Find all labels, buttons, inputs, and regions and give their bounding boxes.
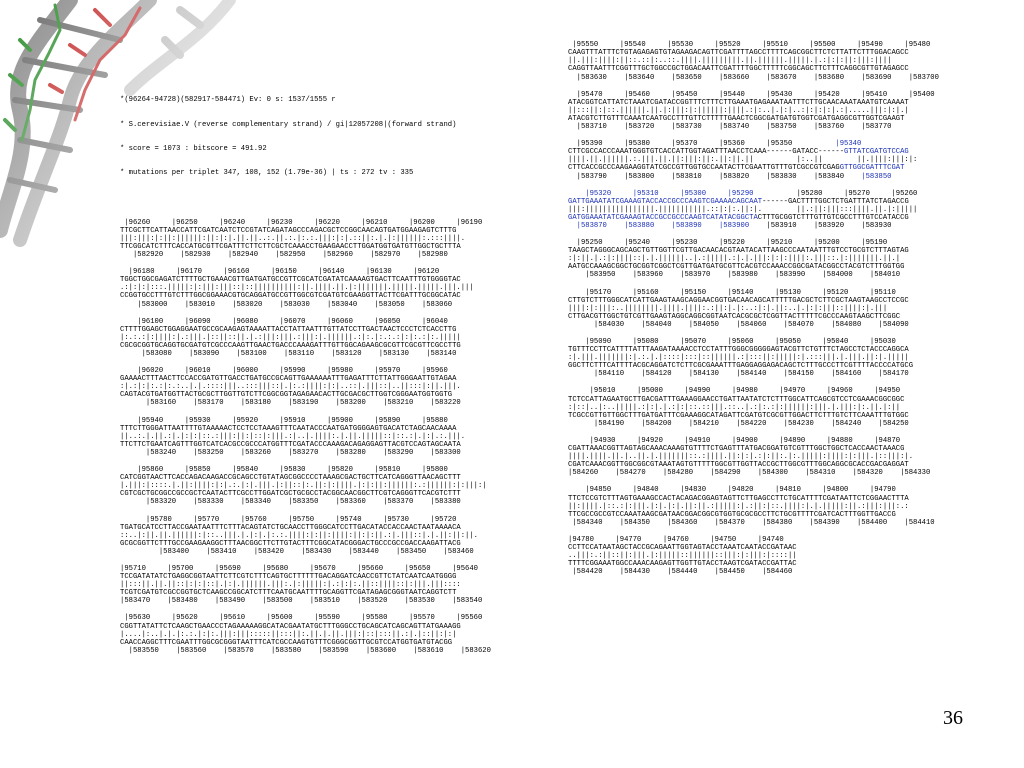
- alignment-seq2-text: CGTCGCTGCGGCCGCCGCTCAATACTTCGCCTTGGATCGCTGCGCCTACGGCAACGGCTTCGTCAGGGTTCACGTCTTT: [120, 490, 461, 499]
- alignment-seq1-text: CTTCGCCACCCAAATGGGTGTCACCATTGGTAGATTTAACCTCAAA------GATACC------: [568, 148, 845, 157]
- alignment-match-line: [568, 503, 939, 511]
- alignment-seq2-text: GCGCGGTTCTTTGCCGAAGAAGGCTTTAACGGCTTCTTGTACTTTCGGCATACGGGACTGCCCGCCGACCAAGATTACG: [120, 539, 461, 548]
- alignment-seq2-text: CGATCAAACGGTTGGCGGCGTAAATAGTGTTTTTGGCGTTGGTTACCGCTTGGCGTTTGGCAGGCGCACCGACGAGGAT: [568, 461, 909, 470]
- alignment-top-text: |95250 |95240 |95230 |95220 |95210 |95200 |95190: [568, 239, 888, 248]
- alignment-match-text: ||:||||.|::.:|:|||.|:|.|:|.||:||.:|||||:|.:||:|::.||||:|.|.|||||:||.:|||:|||:.:: [568, 502, 909, 511]
- alignment-seq2-line: [568, 412, 939, 420]
- alignment-top-line: [568, 140, 939, 148]
- alignment-bottom-line: [568, 519, 939, 527]
- alignment-top-line: [120, 219, 491, 227]
- header-line: *(96264-94728)(582917-584471) Ev: 0 s: 1537/1555 r: [120, 96, 336, 105]
- alignment-seq1-line: [120, 425, 491, 433]
- alignment-seq1-line: [568, 544, 939, 552]
- alignment-match-text: ||||:|:|||:..||||||||.||||.||||:.:||:|.|:..:|:|.||:..|.|:|:|||::||||:|.|||: [568, 304, 888, 313]
- alignment-seq1-text: CTTGTCTTTGGGCATCATTGAAGTAAGCAGGAACGGTGACAACAGCATTTTTGACGCTCTTCGCTAAGTAAGCCTCCGC: [568, 296, 909, 305]
- alignment-top-text: |94780 |94770 |94760 |94750 |94740: [568, 535, 784, 544]
- alignment-bottom-line: [120, 350, 491, 358]
- alignment-bottom-line: [568, 222, 939, 230]
- alignment-block: [568, 486, 939, 526]
- alignment-match-text: ||||.||.||||||.:.|||.||.||:|||:||:.||:||.|| |:..|| ||.||||:|||:|:: [568, 156, 918, 165]
- right-alignment-column: [568, 16, 939, 584]
- alignment-bottom-line: [568, 173, 939, 181]
- alignment-match-line: [568, 206, 939, 214]
- alignment-bottom-line: [568, 321, 939, 329]
- alignment-seq2-line: [568, 263, 939, 271]
- alignment-seq1-text: ATACGGTCATTATCTAAATCGATACCGGTTTCTTTCTTGAAATGAGAAATAATTTCTTGCAACAAATAAATGTCAAAAT: [568, 98, 909, 107]
- alignment-match-line: [568, 57, 939, 65]
- alignment-block: [120, 466, 491, 506]
- alignment-seq1-line: [120, 375, 491, 383]
- alignment-seq1-highlight: GTTATCGATGTCCAG: [844, 148, 909, 157]
- alignment-seq2-text: TTCTTCTGAATCAGTTTGGTCATCACGCCGCCCATGGTTTCGATACCCAAAGACAGAGGAGTTACGTCCAGTAGCAATA: [120, 440, 461, 449]
- alignment-seq1-line: [568, 198, 939, 206]
- alignment-seq1-line: [120, 623, 491, 631]
- alignment-top-line: [568, 486, 939, 494]
- alignment-bottom-text: |584110 |584120 |584130 |584140 |584150 |584160 |584170: [568, 370, 909, 379]
- alignment-top-text: |94850 |94840 |94830 |94820 |94810 |94800 |94790: [568, 486, 896, 495]
- alignment-seq2-text: TCGTCGATGTCGCCGGTGCTCAAGCCGGCATCTTTCAATGCAATTTTGCAGGTTCGATAGAGCGGGTAATCAGGTCTT: [120, 589, 457, 598]
- alignment-bottom-line: [120, 597, 491, 605]
- alignment-match-text: :|.:|:|:.:|:.:..|.|.::::|||..:::|||::|.|:.:||||:|:|..::|.|||::|..||:::|:||.|||.: [120, 383, 461, 392]
- alignment-top-text: |95860 |95850 |95840 |95830 |95820 |95810 |95800: [120, 466, 448, 475]
- alignment-block: [568, 239, 939, 279]
- alignment-match-text: ||:::||:|::.||||||.||.|:|||:|:||||||:||||.:|:..|.|:|..:|:|:|:|.:|.....|||:|:|.|: [568, 106, 909, 115]
- alignment-top-line: [120, 417, 491, 425]
- alignment-seq1-text: CGATTAAACGGTTAGTAGCAAACAAAGTGTTTTCTGAGTTTATGACGGATGTCGTTTGGCTGGCTCACCAACTAAACG: [568, 445, 905, 454]
- header-line: * S.cerevisiae.V (reverse complementary strand) / gi|12057208|(forward strand): [120, 120, 457, 129]
- alignment-match-line: [568, 107, 939, 115]
- alignment-top-line: [568, 289, 939, 297]
- alignment-seq1-text: GAAAACTTTAACTTCCACCGATGTTGACCTGATGCCGCAGTTGAAAAAATTTGAGATTTCTTATTGGGAATTGTAGAA: [120, 375, 457, 384]
- alignment-seq2-line: [120, 441, 491, 449]
- alignment-match-line: [568, 354, 939, 362]
- alignment-match-line: [120, 581, 491, 589]
- alignment-top-text: |95550 |95540 |95530 |95520 |95510 |95500 |95490 |95480: [568, 41, 931, 50]
- alignment-bottom-text: |583630 |583640 |583650 |583660 |583670 |583680 |583690 |583700: [568, 73, 939, 82]
- alignment-match-text: |.|||:|::::.|.||:||||:|:|.:.|:|.|||.|:||::|:.||:|:||||.|:|:||:||||||:.:||||||:|:|||:|: [120, 482, 487, 491]
- alignment-seq2-line: [120, 243, 491, 251]
- alignment-bottom-line: [568, 123, 939, 131]
- alignment-top-line: [120, 614, 491, 622]
- alignment-top-line: [568, 190, 939, 198]
- alignment-seq2-text: CTTGACGTTGGCTGTCGTTGAAGTAGGCAGGCGGTAATCACGCGCTCGGTTACTTTTTCGCCCAAGTAAGCTTCGGC: [568, 312, 901, 321]
- alignment-bottom-text: |583470 |583480 |583490 |583500 |583510 |583520 |583530 |583540: [120, 597, 483, 606]
- alignment-seq1-line: [568, 346, 939, 354]
- alignment-match-text: ||||.||||.||.|..||.|.|||||||::.:||||.||:|:|.:|:||:.|:.|||||:||||:|:|||.|::|||:|.: [568, 453, 914, 462]
- alignment-top-line: [568, 437, 939, 445]
- alignment-top-text: |95390 |95380 |95370 |95360 |95350: [568, 140, 793, 149]
- alignment-top-text: |94930 |94920 |94910 |94900 |94890 |94880 |94870: [568, 436, 901, 445]
- alignment-top-text: |96180 |96170 |96160 |96150 |96140 |96130 |96120: [120, 268, 440, 277]
- alignment-match-line: [568, 305, 939, 313]
- alignment-seq2-text: TTTTCGGAAATGGCCAAACAAGAGTTGGTTGTACCTAAGTCGATACCGATTAC: [568, 560, 797, 569]
- alignment-match-line: [120, 235, 491, 243]
- alignment-match-line: [120, 334, 491, 342]
- page-number: 36: [943, 707, 963, 729]
- alignment-seq1-text: CATCGGTAACTTCACCAGACAAGACCGCAGCCTGTATAGCGGCCCCTAAAGCGACTGCTTCATCAGGGTTAACAGCTTT: [120, 474, 461, 483]
- alignment-seq1-text: CGGTTATATTCTCAAGCTGAACCCTAGAAAAAGGCATACGAATATGCTTTGGGCCTGCAGCATCAGCAGTTATGAAAGG: [120, 622, 461, 631]
- alignment-bottom-text: |583080 |583090 |583100 |583110 |583120 |583130 |583140: [120, 350, 457, 358]
- alignment-seq2-text: CCGGTGCCTTTGTCTTTGGCGGAAACGTGCAGGATGCCGTTGGCGTCGATGTCGAAGGTTACTTCGATTTGCGGCATAC: [120, 292, 461, 301]
- alignment-seq2-line: [120, 540, 491, 548]
- alignment-seq2-line: [120, 292, 491, 300]
- alignment-block: [120, 614, 491, 654]
- alignment-seq2-line: [568, 65, 939, 73]
- alignment-match-line: [568, 404, 939, 412]
- alignment-block: [568, 437, 939, 477]
- alignment-top-line: [568, 338, 939, 346]
- alignment-seq1-highlight: GATTGAAATATCGAAAGTACCACCGCCCAAGTCGAAAACAGCAAT: [568, 197, 763, 206]
- alignment-top-line: [120, 565, 491, 573]
- alignment-bottom-text: |583790 |583800 |583810 |583820 |583830 |583840: [568, 172, 845, 181]
- alignment-seq2-line: [568, 214, 939, 222]
- alignment-seq2-highlight: GATGGAAATATCGAAAGTACCGCCGCCCAAGTCATATACGGCTA: [568, 213, 758, 222]
- alignment-seq1-text: TTCTCCGTCTTTAGTGAAAGCCACTACAGACGGAGTAGTTCTTGAGCCTTCTGCATTTTCGATAATTCTCGGAACTTTA: [568, 494, 909, 503]
- alignment-seq2-text: CAGTACGTGATGGTTACTGCGCTTGGTTGTCTTCGGCGGTAGAGAACACTTGCGACGCTTGGTCGGGAATGGTGGTG: [120, 391, 453, 400]
- alignment-bottom-text: |583950 |583960 |583970 |583980 |583990 |584000 |584010: [568, 271, 901, 280]
- alignment-match-text: ..|||:.:||::||:|||.|:|||||::||||||::|||:|:|||:|::::||: [568, 552, 797, 561]
- alignment-match-line: [120, 284, 491, 292]
- alignment-top-text: |95780 |95770 |95760 |95750 |95740 |95730 |95720: [120, 515, 457, 524]
- alignment-seq2-line: [568, 362, 939, 370]
- alignment-top-line: [568, 41, 939, 49]
- alignment-seq1-text: TTTCTTGGGATTAATTTTGTAAAAACTCCTCCTAAAGTTTCAATACCCAATGATGGGGAGTGACATCTAGCAACAAAA: [120, 424, 457, 433]
- alignment-match-text: :|::|..|:..|||||.:|:|.|.:|:|::.::|||.::..|.:|:.:|:||||||:|||.|.|||:|:.||.|:||: [568, 403, 901, 412]
- alignment-block: [568, 338, 939, 378]
- alignment-match-text: ::..|:||.||.||||||:|::..|||.|.|:|.|:.:.||||:|:||:||||:||:|:||.:|.|||::|.|.||:||:||.: [120, 531, 478, 540]
- alignment-seq2-line: [568, 511, 939, 519]
- alignment-seq2-line: [568, 461, 939, 469]
- alignment-match-text: ||..:.|.||.:|.|:|:|::.:|||:||:|::|:|||.:|..|.||||:.|.||.|||||::|::.:|.|:|.:.|||.: [120, 432, 466, 441]
- alignment-seq2-line: [120, 490, 491, 498]
- alignment-top-line: [568, 91, 939, 99]
- alignment-bottom-line: [120, 449, 491, 457]
- alignment-bottom-line: [568, 74, 939, 82]
- alignment-bottom-highlight: |583850: [844, 172, 892, 181]
- alignment-bottom-line: [568, 370, 939, 378]
- alignment-top-text: |95630 |95620 |95610 |95600 |95590 |95580 |95570 |95560: [120, 614, 483, 623]
- alignment-seq1-line: [568, 247, 939, 255]
- alignment-match-text: :|.|||.|||||||:|.:.|.|::::|:::|::||||||.:|:::||:|||||:|.:::|||.|.|||.||:|.|||||: [568, 354, 909, 363]
- alignment-bottom-text: |584190 |584200 |584210 |584220 |584230 |584240 |584250: [568, 419, 909, 428]
- alignment-match-text: |||:|||:|:||:||||||:||:|:|.||.||..:.||.:.|:.:.|||:|:|.::||:.|.|:||||||:.:::||||.: [120, 234, 466, 243]
- alignment-seq1-text: TAAGCTAGGGCAGCAGCTGTTGGTTCGTTGACAACACGTAATACATTAAGCCCAATAATTTGTCCTGCGTCTTTAGTAG: [568, 247, 909, 256]
- left-alignment-column: [120, 64, 491, 663]
- alignment-seq2-line: [568, 560, 939, 568]
- alignment-seq1-line: [568, 99, 939, 107]
- alignment-bottom-text: |583550 |583560 |583570 |583580 |583590 |583600 |583610 |583620: [120, 646, 491, 655]
- alignment-match-line: [120, 433, 491, 441]
- alignment-seq1-line: [120, 524, 491, 532]
- alignment-bottom-line: [120, 399, 491, 407]
- alignment-match-text: .:|:|:|:::.|||||:|:|||:|||::|::||||||||||:||.||||.||.|:|||||||.|||||.|||||.|||.|||: [120, 284, 474, 293]
- alignment-seq1-line: [120, 474, 491, 482]
- alignment-block: [568, 41, 939, 81]
- alignment-seq2-highlight: GTTGGCGATTTCGAT: [839, 164, 905, 173]
- alignment-top-text: |95170 |95160 |95150 |95140 |95130 |95120 |95110: [568, 288, 896, 297]
- alignment-bottom-line: [568, 469, 939, 477]
- alignment-bottom-text: |582920 |582930 |582940 |582950 |582960 |582970 |582980: [120, 251, 448, 260]
- alignment-block: [120, 367, 491, 407]
- alignment-seq2-line: [568, 313, 939, 321]
- alignment-block: [568, 536, 939, 576]
- alignment-bottom-line: [568, 568, 939, 576]
- alignment-bottom-line: [568, 420, 939, 428]
- alignment-seq1-line: [568, 445, 939, 453]
- alignment-match-text: |....|:..|.|.|:.:.|:|:.|||:|||:::::||:::||:.||.|.||.|||:|::|:::||.:|.|::||:|:|: [120, 630, 457, 639]
- alignment-seq1-text: CTTTTGGAGCTGGAGGAATGCCGCAAGAGTAAAATTACCTATTAATTTGTTATCCTTGACTAACTCCCTCTCACCTTG: [120, 325, 457, 334]
- alignment-seq1-line: [568, 396, 939, 404]
- alignment-seq2-text: CTTTGCGGTCTTTGTTGTCGCCTTTGTCCATACCG: [757, 213, 909, 222]
- alignment-seq2-text: TCGCCGTTGTTGGCTTTGATGATTTCGAAAGGCATAGATTCGATGTCGCGTTGGACTTCTTTGTCTTCAAATTTGTGGC: [568, 411, 909, 420]
- alignment-top-text: |96100 |96090 |96080 |96070 |96060 |96050 |96040: [120, 317, 448, 326]
- alignment-match-text: ||:::||.||.||::|:|:|::|.|:|.||||||.|||:.|:|||||:|.:|:|:.||::||||::|:|||.|||::::: [120, 581, 461, 590]
- alignment-bottom-text: |583400 |583410 |583420 |583430 |583440 |583450 |583460: [120, 547, 474, 556]
- alignment-match-line: [568, 255, 939, 263]
- header-line: * mutations per triplet 347, 108, 152 (1.79e-36) | ts : 272 tv : 335: [120, 169, 414, 178]
- alignment-seq2-line: [568, 164, 939, 172]
- alignment-match-text: |||:||||||||||||||||.|||||||||||.::|:|:.||:|. ||.:||:|||:::||||.||.|:|||||: [568, 205, 918, 214]
- alignment-seq1-text: TGATGCATCCTTACCGAATAATTTCTTTACAGTATCTGCAACCTTGGGCATCCTTGACATACCACCAACTAATAAAACA: [120, 523, 461, 532]
- alignment-match-text: ||.|||:||||:||::.::|:..::.||||.|||||||||.||.||||||.|||||.|.:|:|:||:|||:||||: [568, 57, 892, 66]
- alignment-block: [568, 387, 939, 427]
- alignment-bottom-text: |583710 |583720 |583730 |583740 |583750 |583760 |583770: [568, 123, 892, 132]
- alignment-seq2-text: AATGCCAAAGCGGCTGCGGTCGGCTCGTTGATGATGCGTTCACGTCCAAACCGGCGATACGGCCTACGTCTTTGGTGG: [568, 263, 905, 272]
- alignment-top-text: |95940 |95930 |95920 |95910 |95900 |95890 |95880: [120, 416, 448, 425]
- alignment-top-line: [568, 387, 939, 395]
- alignment-block: [120, 268, 491, 308]
- alignment-header: [120, 80, 491, 193]
- alignment-top-line: [568, 536, 939, 544]
- alignment-block: [120, 516, 491, 556]
- alignment-seq1-text: ------GACTTTTGGCTCTGATTTATCTAGACCG: [762, 197, 909, 206]
- alignment-seq1-line: [120, 573, 491, 581]
- alignment-seq2-text: ATACGTCTTGTTTCAAATCAATGCCTTTGTTCTTTTTGAACTCGGCGATGATGTGGTCGATGAGGCGTTGGTCGAAGT: [568, 114, 905, 123]
- alignment-bottom-text: |583160 |583170 |583180 |583190 |583200 |583210 |583220: [120, 399, 461, 408]
- alignment-seq2-line: [120, 342, 491, 350]
- alignment-bottom-text: |583910 |583920 |583930: [749, 221, 892, 230]
- alignment-top-line: [568, 239, 939, 247]
- alignment-bottom-line: [120, 251, 491, 259]
- alignment-match-line: [120, 482, 491, 490]
- alignment-bottom-line: [568, 271, 939, 279]
- alignment-block: [120, 565, 491, 605]
- alignment-seq1-line: [120, 227, 491, 235]
- alignment-seq2-text: CAACCAGGCTTTCGAATTTGGCGCGGGTAATTTCATCGCCAAGTGTTTCGGGCGGTTGCGTCCATGGTGATGTACGG: [120, 638, 453, 647]
- alignment-bottom-highlight: |583870 |583880 |583890 |583900: [568, 221, 750, 230]
- alignment-seq1-line: [568, 495, 939, 503]
- alignment-seq2-text: GGCTTCTTTCATTTTACGCAGGATCTCTTCGCGAAATTTGAGGAGGAGACAGCTCTTTGCCCTTCGTTTTACCCCATGCG: [568, 362, 914, 371]
- alignment-top-text: |95710 |95700 |95690 |95680 |95670 |95660 |95650 |95640: [120, 564, 478, 573]
- alignment-bottom-text: |584030 |584040 |584050 |584060 |584070 |584080 |584090: [568, 320, 909, 329]
- alignment-seq2-text: CGCGCGGTGCAGGTGCGATGTCGCCCAAGTTGAACTGACCCAAAGATTTGTTGGCAGAAGCGCGTTCGCGTTCGCCTTG: [120, 341, 461, 350]
- alignment-match-text: |:.:.:|:||||:|.:|||.|::||::||.|.:|||:|||.:|||:|.||||||.:|:.|:.:.:|:|:.:|:.|||||: [120, 333, 461, 342]
- alignment-top-line: [120, 466, 491, 474]
- alignment-seq1-line: [120, 326, 491, 334]
- alignment-seq2-text: CTTCACCGCCCAAGAAGGTATCGCCGTTGGTGCCAATACTTCGAATTGTTTGTCGCCGTCGAG: [568, 164, 840, 173]
- alignment-seq1-line: [120, 276, 491, 284]
- alignment-top-line: [120, 268, 491, 276]
- alignment-top-highlight: |95320 |95310 |95300 |95290: [568, 189, 754, 198]
- alignment-top-line: [120, 367, 491, 375]
- alignment-match-text: :|:||.|.:|:||||::|.|.||||||..|.:|||||.:|.|.|||:|:|:||||:.|||::.|:|||||||.||.|: [568, 255, 901, 264]
- alignment-top-text: |95010 |95000 |94990 |94980 |94970 |94960 |94950: [568, 387, 901, 396]
- alignment-bottom-text: |583320 |583330 |583340 |583350 |583360 |583370 |583380: [120, 498, 461, 507]
- alignment-top-highlight: |95340: [792, 140, 862, 149]
- alignment-seq2-text: CAGGTTAATTTCGGTTTGCTGGCCGCTGGACAATTCGATTTTGGCTTTTTCGGCAGCTTCTTTCAGGCGTTGTAGAGCC: [568, 65, 909, 74]
- alignment-seq1-text: TCCGATATATCTGAGGCGGTAATTCTTCGTCTTTCAGTGCTTTTTTGACAGGATCAACCGTTCTATCAATCAATGGGG: [120, 573, 457, 582]
- alignment-bottom-text: |583000 |583010 |583020 |583030 |583040 |583050 |583060: [120, 300, 453, 309]
- alignment-bottom-line: [120, 301, 491, 309]
- alignment-block: [120, 417, 491, 457]
- alignment-top-line: [120, 318, 491, 326]
- alignment-top-text: |96260 |96250 |96240 |96230 |96220 |96210 |96200 |96190: [120, 218, 483, 227]
- alignment-bottom-text: |584260 |584270 |584280 |584290 |584300 |584310 |584320 |584330: [568, 469, 931, 478]
- header-line: * score = 1073 : bitscore = 491.92: [120, 144, 267, 153]
- alignment-match-line: [568, 156, 939, 164]
- alignment-seq1-text: TCTCCATTAGAATGCTTGACGATTTGAAAGGAACCTGATTAATATCTCTTTGGCATTCAGCGTCCTCGAAACGGCGGC: [568, 395, 905, 404]
- alignment-seq2-text: TTCGCCGCCGTCCAAATAAGCGATAACGGACGGCGTGGTGCGCGCCTTCTGCGTTTTCGATCACTTTGGTTGACCG: [568, 510, 896, 519]
- alignment-seq1-text: TTCGCTTCATTAACCATTCGATCAATCTCCGTATCAGATAGCCCAGACGCTCCGGCAACAGTGATGGAAGAGTCTTTG: [120, 226, 457, 235]
- alignment-bottom-line: [120, 647, 491, 655]
- alignment-seq1-text: CCTTCCATAATAGCTACCGCAGAATTGGTAGTACCTAAATCAATACCGATAAC: [568, 543, 797, 552]
- alignment-seq1-text: TGGCTGGCGAGATCTTTTGCTGAAACGTTGATGATGCCGTTCGCATCGATATCAAAAGTGACTTCAATTTGTGGGGTAC: [120, 276, 461, 285]
- alignment-match-line: [568, 552, 939, 560]
- alignment-top-line: [120, 516, 491, 524]
- alignment-seq2-line: [120, 391, 491, 399]
- alignment-block: [568, 140, 939, 180]
- alignment-top-text: |95280 |95270 |95260: [753, 189, 918, 198]
- alignment-block: [568, 91, 939, 131]
- alignment-block: [120, 318, 491, 358]
- alignment-top-text: |95470 |95460 |95450 |95440 |95430 |95420 |95410 |95400: [568, 90, 935, 99]
- alignment-match-line: [120, 383, 491, 391]
- alignment-bottom-line: [120, 548, 491, 556]
- alignment-seq2-line: [568, 115, 939, 123]
- alignment-seq1-text: CAAGTTTATTTCTGTAGAGAGTGTAGAAGACAGTTCGATTTTAGCCTTTTCAGCGGCTTCTCTTATTCTTTGGACAGCC: [568, 49, 909, 58]
- alignment-match-line: [568, 453, 939, 461]
- alignment-seq2-text: TTCGGCATCTTTCACCATGCGTTCGATTTCTTCTTCGCTCAAACCTGAAGAACCTTGGATGGTGATGTTGGCTGCTTTA: [120, 242, 461, 251]
- alignment-block: [568, 289, 939, 329]
- alignment-top-text: |96020 |96010 |96000 |95990 |95980 |95970 |95960: [120, 367, 448, 376]
- alignment-seq1-line: [568, 297, 939, 305]
- alignment-bottom-text: |584340 |584350 |584360 |584370 |584380 |584390 |584400 |584410: [568, 518, 935, 527]
- alignment-top-text: |95090 |95080 |95070 |95060 |95050 |95040 |95030: [568, 338, 896, 346]
- alignment-seq1-line: [568, 148, 939, 156]
- alignment-block: [120, 219, 491, 259]
- alignment-block: [568, 190, 939, 230]
- alignment-bottom-line: [120, 498, 491, 506]
- alignment-seq1-text: TGTTTCCTTCATTTTATTTAAGATAAAACCTCCTATTTGGGCGGGGGAGTACGTTCTGTTTCTAGCCTCTACCCAGGCA: [568, 346, 909, 355]
- alignment-match-line: [120, 631, 491, 639]
- alignment-seq1-line: [568, 49, 939, 57]
- alignment-seq2-line: [120, 589, 491, 597]
- alignment-bottom-text: |583240 |583250 |583260 |583270 |583280 |583290 |583300: [120, 448, 461, 457]
- alignment-match-line: [120, 532, 491, 540]
- alignment-seq2-line: [120, 639, 491, 647]
- alignment-bottom-text: |584420 |584430 |584440 |584450 |584460: [568, 568, 793, 577]
